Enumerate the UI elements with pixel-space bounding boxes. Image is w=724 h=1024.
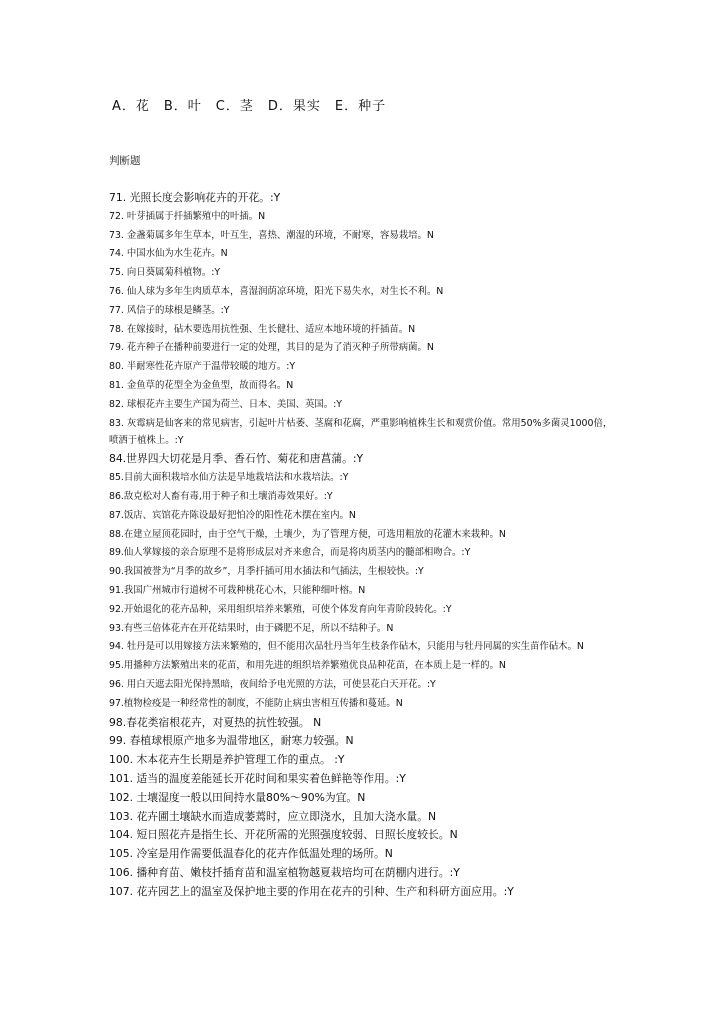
question-item: 103. 花卉圃土壤缺水而造成萎蔫时，应立即浇水，且加大浇水量。N <box>109 809 437 823</box>
question-item: 92.开始退化的花卉品种，采用组织培养来繁殖，可使个体发育向年青阶段转化。:Y <box>109 603 452 615</box>
question-item: 84.世界四大切花是月季、香石竹、菊花和唐菖蒲。:Y <box>109 452 364 466</box>
question-item: 79. 花卉种子在播种前要进行一定的处理，其目的是为了消灭种子所带病菌。N <box>109 342 434 354</box>
question-item: 99. 春植球根原产地多为温带地区，耐寒力较强。N <box>109 734 354 748</box>
question-item: 80. 半耐寒性花卉原产于温带较暖的地方。:Y <box>109 361 296 373</box>
question-item: 75. 向日葵属菊科植物。:Y <box>109 267 221 279</box>
question-item: 104. 短日照花卉是指生长、开花所需的光照强度较弱、日照长度较长。N <box>109 828 458 842</box>
question-item: 88.在建立屋顶花园时，由于空气干燥，土壤少，为了管理方便，可选用粗放的花灌木来栽种。N <box>109 528 506 540</box>
question-item: 95.用播种方法繁殖出来的花苗，和用先进的组织培养繁殖优良品种花苗，在本质上是一样的。N <box>109 660 506 672</box>
question-item: 96. 用白天遮去阳光保持黑暗，夜间给予电光照的方法，可使昙花白天开花。:Y <box>109 678 436 690</box>
answer-options-line: A．花 B．叶 C．茎 D．果实 E．种子 <box>112 99 387 114</box>
question-item: 76. 仙人球为多年生肉质草本，喜湿润荫凉环境，阳光下易失水，对生长不利。N <box>109 285 444 297</box>
section-title: 判断题 <box>109 155 141 167</box>
question-item: 89.仙人掌嫁接的亲合原理不是将形成层对齐来愈合，而是将肉质茎内的髓部相吻合。:Y <box>109 547 471 559</box>
question-item: 71. 光照长度会影响花卉的开花。:Y <box>109 191 281 204</box>
question-item: 107. 花卉园艺上的温室及保护地主要的作用在花卉的引种、生产和科研方面应用。:Y <box>109 884 514 898</box>
question-item: 97.植物检疫是一种经常性的制度，不能防止病虫害相互传播和蔓延。N <box>109 697 403 709</box>
question-item: 87.饭店、宾馆花卉陈设最好把怕冷的阳性花木摆在室内。N <box>109 509 356 521</box>
question-item: 72. 叶芽插属于扦插繁殖中的叶插。N <box>109 210 266 222</box>
question-item: 90.我国被誉为“月季的故乡”，月季扦插可用水插法和气插法，生根较快。:Y <box>109 566 424 578</box>
question-item: 94. 牡丹是可以用嫁接方法来繁殖的，但不能用次品牡丹当年生枝条作砧木，只能用与牡丹同属的实生苗作砧木。N <box>109 641 584 653</box>
question-item: 93.有些三倍体花卉在开花结果时，由于磷肥不足，所以不结种子。N <box>109 622 394 634</box>
question-item: 86.敌克松对人畜有毒,用于种子和土壤消毒效果好。:Y <box>109 490 333 502</box>
question-item: 78. 在嫁接时，砧木要选用抗性强、生长健壮、适应本地环境的扦插苗。N <box>109 323 416 335</box>
question-item: 105. 冷室是用作需要低温春化的花卉作低温处理的场所。N <box>109 847 393 861</box>
question-item: 85.目前大面积栽培水仙方法是旱地栽培法和水栽培法。:Y <box>109 472 349 484</box>
question-list <box>109 189 615 901</box>
question-item: 81. 金鱼草的花型全为金鱼型，故而得名。N <box>109 379 294 391</box>
question-item: 73. 金盏菊属多年生草本，叶互生，喜热、潮湿的环境，不耐寒，容易栽培。N <box>109 229 434 241</box>
question-item: 102. 土壤湿度一般以田间持水量80%～90%为宜。N <box>109 790 366 804</box>
question-item: 74. 中国水仙为水生花卉。N <box>109 248 228 260</box>
question-item: 77. 风信子的球根是鳞茎。:Y <box>109 304 230 316</box>
question-item: 100. 木本花卉生长期是养护管理工作的重点。 :Y <box>109 753 345 767</box>
question-item: 98.春花类宿根花卉，对夏热的抗性较强。 N <box>109 715 322 729</box>
question-item: 101. 适当的温度差能延长开花时间和果实着色鲜艳等作用。:Y <box>109 771 406 785</box>
question-item: 83. 灰霉病是仙客来的常见病害，引起叶片枯萎、茎腐和花腐，严重影响植株生长和观赏价值。常用50%多菌灵1000倍，喷洒于植株上。:Y <box>109 417 613 446</box>
question-item: 91.我国广州城市行道树不可栽种桃花心木，只能种细叶榕。N <box>109 584 366 596</box>
question-item: 106. 播种育苗、嫩枝扦插育苗和温室植物越夏栽培均可在荫棚内进行。:Y <box>109 865 460 879</box>
question-item: 82. 球根花卉主要生产国为荷兰、日本、美国、英国。:Y <box>109 398 343 410</box>
